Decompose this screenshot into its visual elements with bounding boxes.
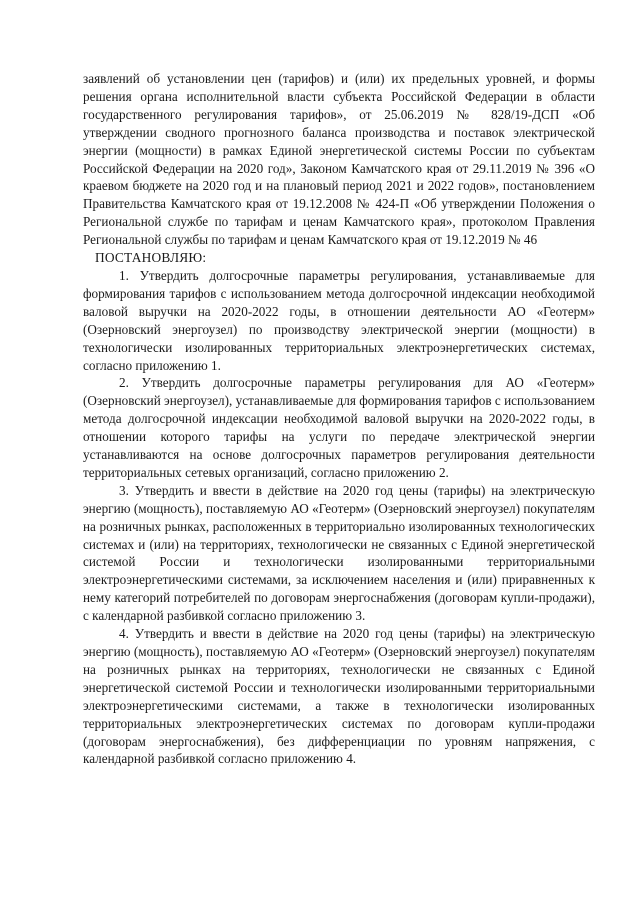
decree-item-3: 3. Утвердить и ввести в действие на 2020 год цены (тарифы) на электрическую энергию (мощность), поставляемую АО «Геотерм» (Озерновский энергоузел) покупателям на розничных рынках, расположенных в территориально изолированных технологических системах и (или) на территориях, технологически не связанных с Единой энергетической системой России и технологически изолированными территориальными электроэнергетическими системами, за исключением населения и (или) приравненных к нему категорий потребителей по договорам энергоснабжения (договорам купли-продажи), с календарной разбивкой согласно приложению 3.: [83, 482, 595, 624]
decree-item-2: 2. Утвердить долгосрочные параметры регулирования для АО «Геотерм» (Озерновский энергоузел), устанавливаемые для формирования тарифов с использованием метода долгосрочной индексации необходимой валовой выручки на 2020-2022 годы, в отношении которого тарифы на услуги по передаче электрической энергии устанавливаются на основе долгосрочных параметров регулирования деятельности территориальных сетевых организаций, согласно приложению 2.: [83, 375, 595, 480]
document-page: [83, 70, 595, 768]
decree-item-1: 1. Утвердить долгосрочные параметры регулирования, устанавливаемые для формирования тарифов с использованием метода долгосрочной индексации необходимой валовой выручки на 2020-2022 годы, в отношении деятельности АО «Геотерм» (Озерновский энергоузел) по производству электрической энергии (мощности) в технологически изолированных территориальных электроэнергетических системах, согласно приложению 1.: [83, 267, 595, 373]
decree-heading: ПОСТАНОВЛЯЮ:: [95, 250, 207, 266]
decree-item-4: 4. Утвердить и ввести в действие на 2020 год цены (тарифы) на электрическую энергию (мощность), поставляемую АО «Геотерм» (Озерновский энергоузел) покупателям на розничных рынках на территориях, технологически не связанных с Единой энергетической системой России и технологически изолированными территориальными электроэнергетическими системами, а также в технологически изолированных территориальных электроэнергетических системах по договорам купли-продажи (договорам энергоснабжения), без дифференциации по уровням напряжения, с календарной разбивкой согласно приложению 4.: [83, 626, 595, 767]
intro-paragraph: заявлений об установлении цен (тарифов) и (или) их предельных уровней, и формы решения органа исполнительной власти субъекта Российской Федерации в области государственного регулирования тарифов», от 25.06.2019 № 828/19-ДСП «Об утверждении сводного прогнозного баланса производства и поставок электрической энергии (мощности) в рамках Единой энергетической системы России по субъектам Российской Федерации на 2020 год», Законом Камчатского края от 29.11.2019 № 396 «О краевом бюджете на 2020 год и на плановый период 2021 и 2022 годов», постановлением Правительства Камчатского края от 19.12.2008 № 424-П «Об утверждении Положения о Региональной службе по тарифам и ценам Камчатского края», протоколом Правления Региональной службы по тарифам и ценам Камчатского края от 19.12.2019 № 46: [83, 71, 595, 248]
